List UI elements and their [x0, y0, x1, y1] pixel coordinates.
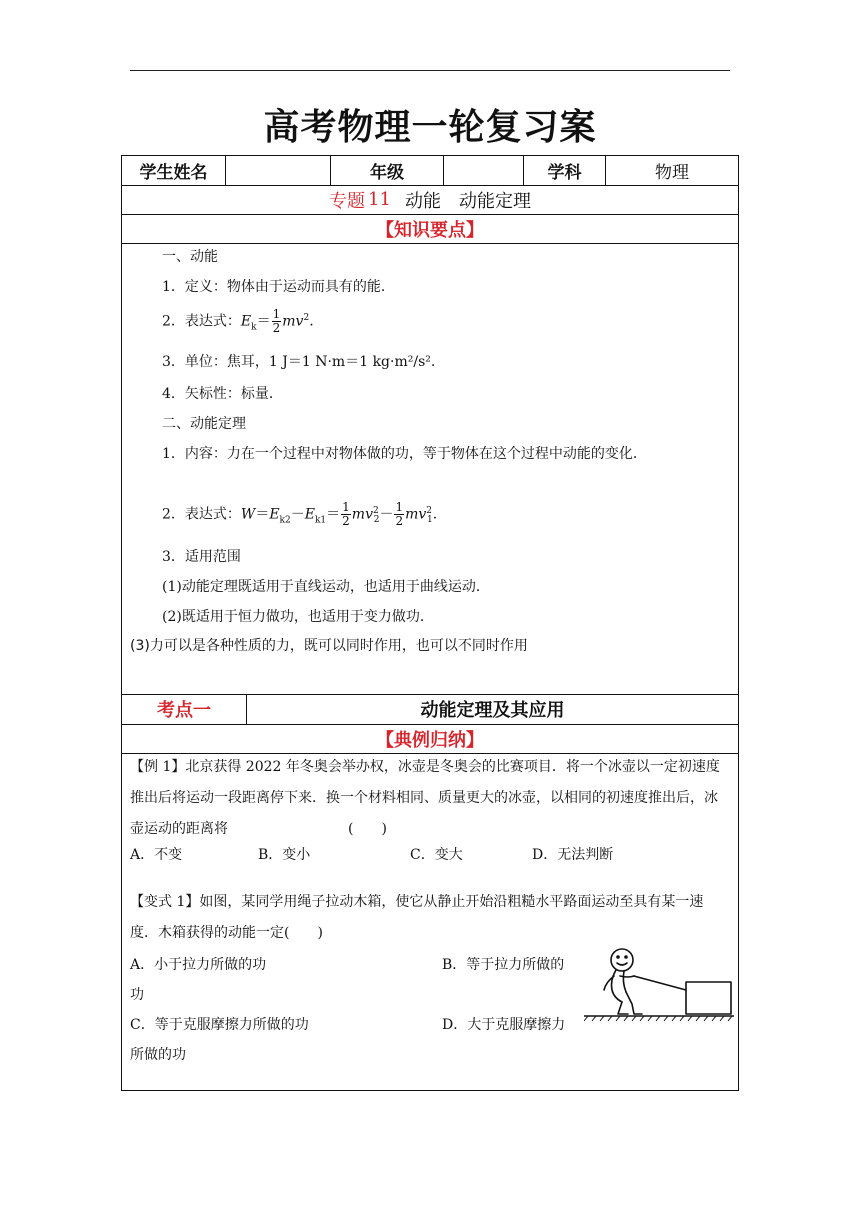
variant-1-option-d-cont: 所做的功: [130, 1047, 186, 1063]
example-1-text: 【例 1】北京获得 2022 年冬奥会举办权，冰壶是冬奥会的比赛项目．将一个冰壶以一定初速度推出后将运动一段距离停下来．换一个材料相同、质量更大的冰壶，以相同的初速度推出后，冰壶运动的距离将: [130, 759, 720, 837]
scope-line: 3．适用范围: [162, 549, 241, 565]
subject-value: 物理: [605, 156, 738, 185]
example-1-option-b[interactable]: B．变小: [258, 847, 311, 863]
example-1-blank[interactable]: ( ): [348, 821, 387, 837]
examples-header: 【典例归纳】: [376, 729, 484, 751]
student-name-field[interactable]: [225, 156, 330, 185]
example-1-option-c[interactable]: C．变大: [410, 847, 463, 863]
exam-point-row: [122, 694, 738, 724]
worksheet-table: [121, 155, 739, 1091]
topic-prefix: 专题: [329, 190, 366, 212]
scope-item-2: (2)既适用于恒力做功，也适用于变力做功．: [162, 609, 434, 625]
topic-heading: [122, 185, 738, 214]
unit-line: 3．单位：焦耳，1 J＝1 N·m＝1 kg·m²/s².: [162, 354, 436, 370]
content-line: 1．内容：力在一个过程中对物体做的功，等于物体在这个过程中动能的变化．: [162, 446, 647, 462]
theorem-expression-label: 2．表达式：: [162, 506, 241, 523]
theorem-expression-line: 2．表达式：$W=E_{k2}-E_{k1}=$ $\frac{1}{2}$ $mv^2_2-$ $\frac{1}{2}$ $mv^2_1$.: [162, 500, 438, 528]
variant-1-option-a[interactable]: A．小于拉力所做的功: [130, 957, 267, 973]
section-theorem: 二、动能定理: [162, 416, 246, 432]
exam-point-label: 考点一: [157, 700, 211, 721]
variant-1-option-b[interactable]: B．等于拉力所做的: [442, 957, 565, 973]
section-kinetic-energy: 一、动能: [162, 249, 218, 265]
example-1-question: [130, 752, 730, 845]
wooden-box: [686, 982, 731, 1014]
knowledge-header: 【知识要点】: [376, 219, 484, 241]
knowledge-section: [122, 246, 738, 696]
scope-item-1: (1)动能定理既适用于直线运动，也适用于曲线运动．: [162, 579, 490, 595]
topic-title: 动能 动能定理: [404, 190, 531, 212]
expression-label: 2．表达式：: [162, 313, 241, 330]
subject-label: 学科: [523, 156, 605, 185]
rope: [634, 976, 686, 990]
variant-1-option-d[interactable]: D．大于克服摩擦力: [442, 1017, 566, 1033]
knowledge-header-row: [122, 214, 738, 243]
fraction-half-2: $\frac{1}{2}$: [395, 500, 404, 528]
scope-item-3: (3)力可以是各种性质的力，既可以同时作用，也可以不同时作用: [130, 638, 528, 654]
example-1-option-a[interactable]: A．不变: [130, 847, 183, 863]
variant-1-option-b-cont: 功: [130, 987, 144, 1003]
fraction-half-1: $\frac{1}{2}$: [342, 500, 350, 528]
examples-header-row: [122, 724, 738, 753]
topic-number: 11: [368, 189, 391, 210]
expression-line: 2．表达式：$E_k=$ $\frac{1}{2}$ $mv^2$.: [162, 307, 314, 335]
example-1-option-d[interactable]: D．无法判断: [532, 847, 614, 863]
document-title: 高考物理一轮复习案: [263, 107, 597, 148]
topic-row: [122, 185, 738, 214]
student-name-label: 学生姓名: [139, 163, 208, 183]
info-row: [122, 156, 738, 185]
grade-field[interactable]: [443, 156, 523, 185]
scalar-line: 4．矢标性：标量．: [162, 386, 283, 402]
variant-1-question: 【变式 1】如图，某同学用绳子拉动木箱，使它从静止开始沿粗糙水平路面运动至具有某一速度．木箱获得的动能一定( ): [130, 894, 704, 941]
grade-label: 年级: [330, 156, 443, 185]
definition-line: 1．定义：物体由于运动而具有的能．: [162, 279, 395, 295]
top-rule: [130, 70, 730, 71]
variant-1-option-c[interactable]: C．等于克服摩擦力所做的功: [130, 1017, 309, 1033]
person-head: [611, 949, 633, 971]
exam-point-title: 动能定理及其应用: [246, 694, 738, 724]
pulling-box-figure: [584, 946, 734, 1026]
fraction-half: $\frac{1}{2}$: [272, 307, 281, 335]
